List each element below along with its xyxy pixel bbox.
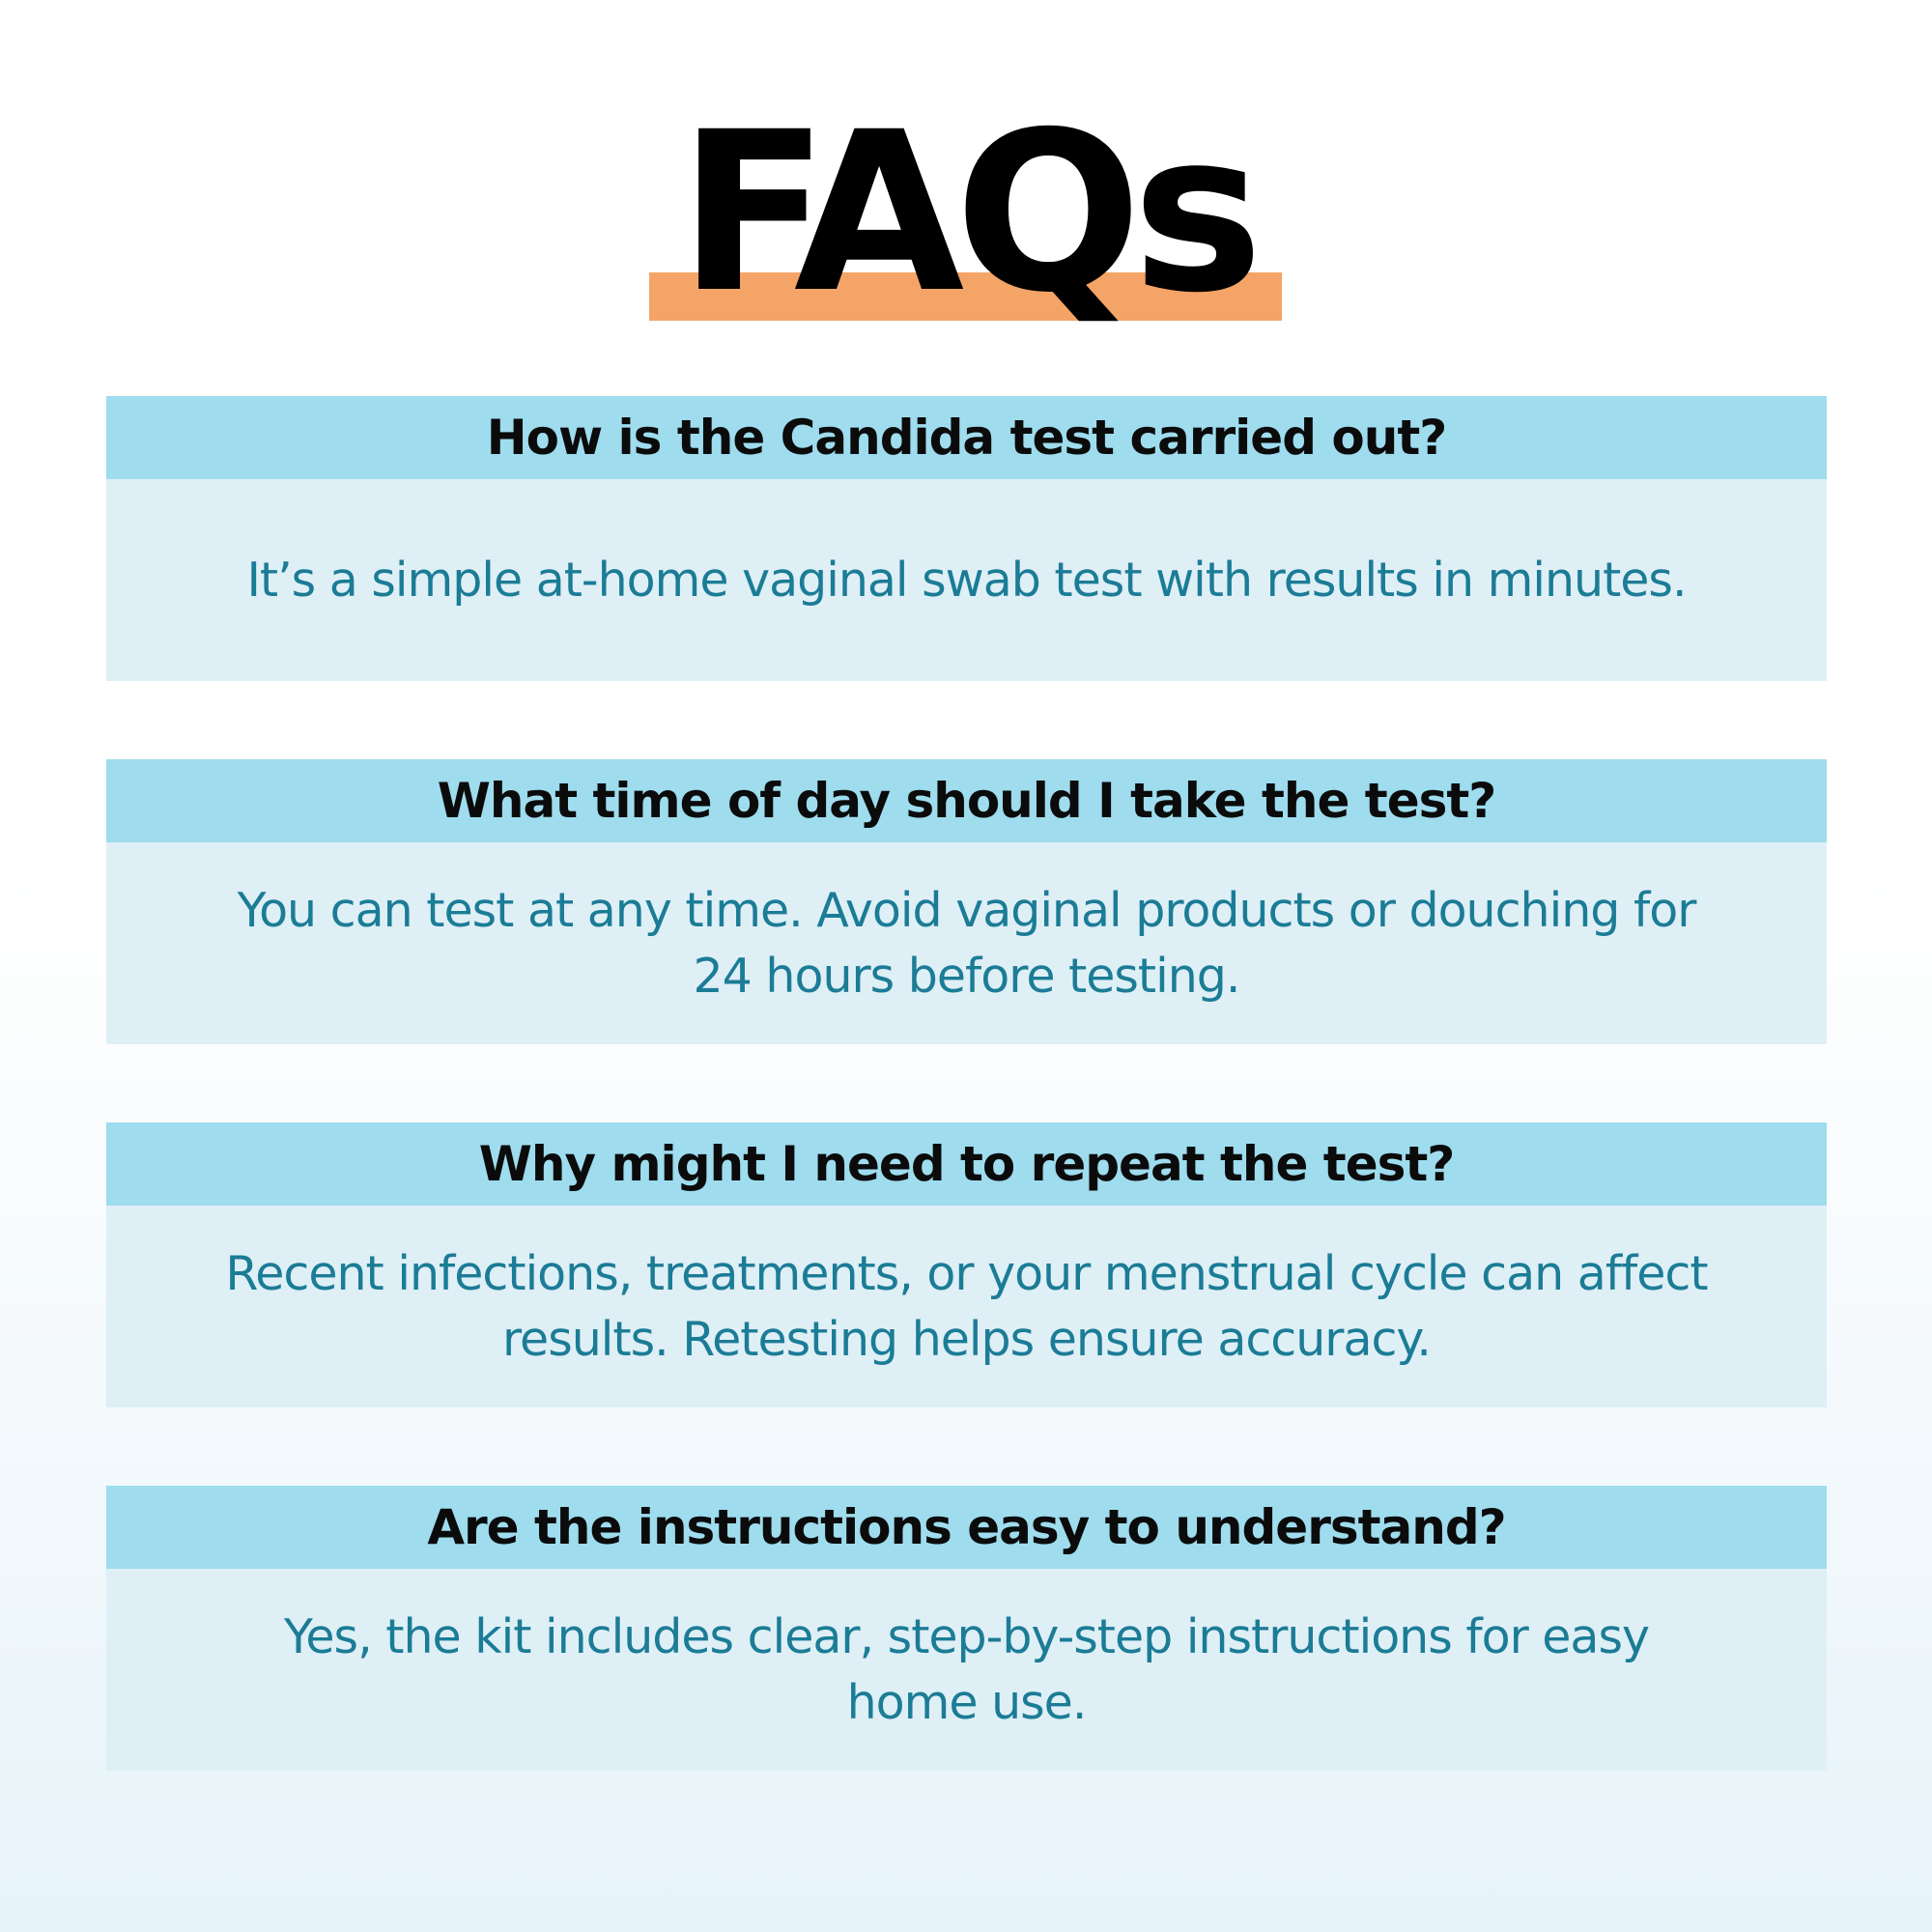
faq-item-3 bbox=[106, 1122, 1827, 1407]
faq-item-2 bbox=[106, 759, 1827, 1044]
faq-answer: It’s a simple at-home vaginal swab test with results in minutes. bbox=[106, 479, 1827, 681]
faq-question: Why might I need to repeat the test? bbox=[106, 1122, 1827, 1206]
faq-question: How is the Candida test carried out? bbox=[106, 396, 1827, 479]
faq-item-4 bbox=[106, 1486, 1827, 1771]
title-section bbox=[0, 0, 1932, 348]
faq-question: What time of day should I take the test? bbox=[106, 759, 1827, 842]
faq-answer: Yes, the kit includes clear, step-by-step instructions for easy home use. bbox=[106, 1569, 1827, 1771]
faq-answer: Recent infections, treatments, or your menstrual cycle can affect results. Retesting helps ensure accuracy. bbox=[106, 1206, 1827, 1407]
faq-answer: You can test at any time. Avoid vaginal products or douching for 24 hours before testing. bbox=[106, 842, 1827, 1044]
faq-item-1 bbox=[106, 396, 1827, 681]
faq-question: Are the instructions easy to understand? bbox=[106, 1486, 1827, 1569]
page-title: FAQs bbox=[678, 84, 1254, 341]
